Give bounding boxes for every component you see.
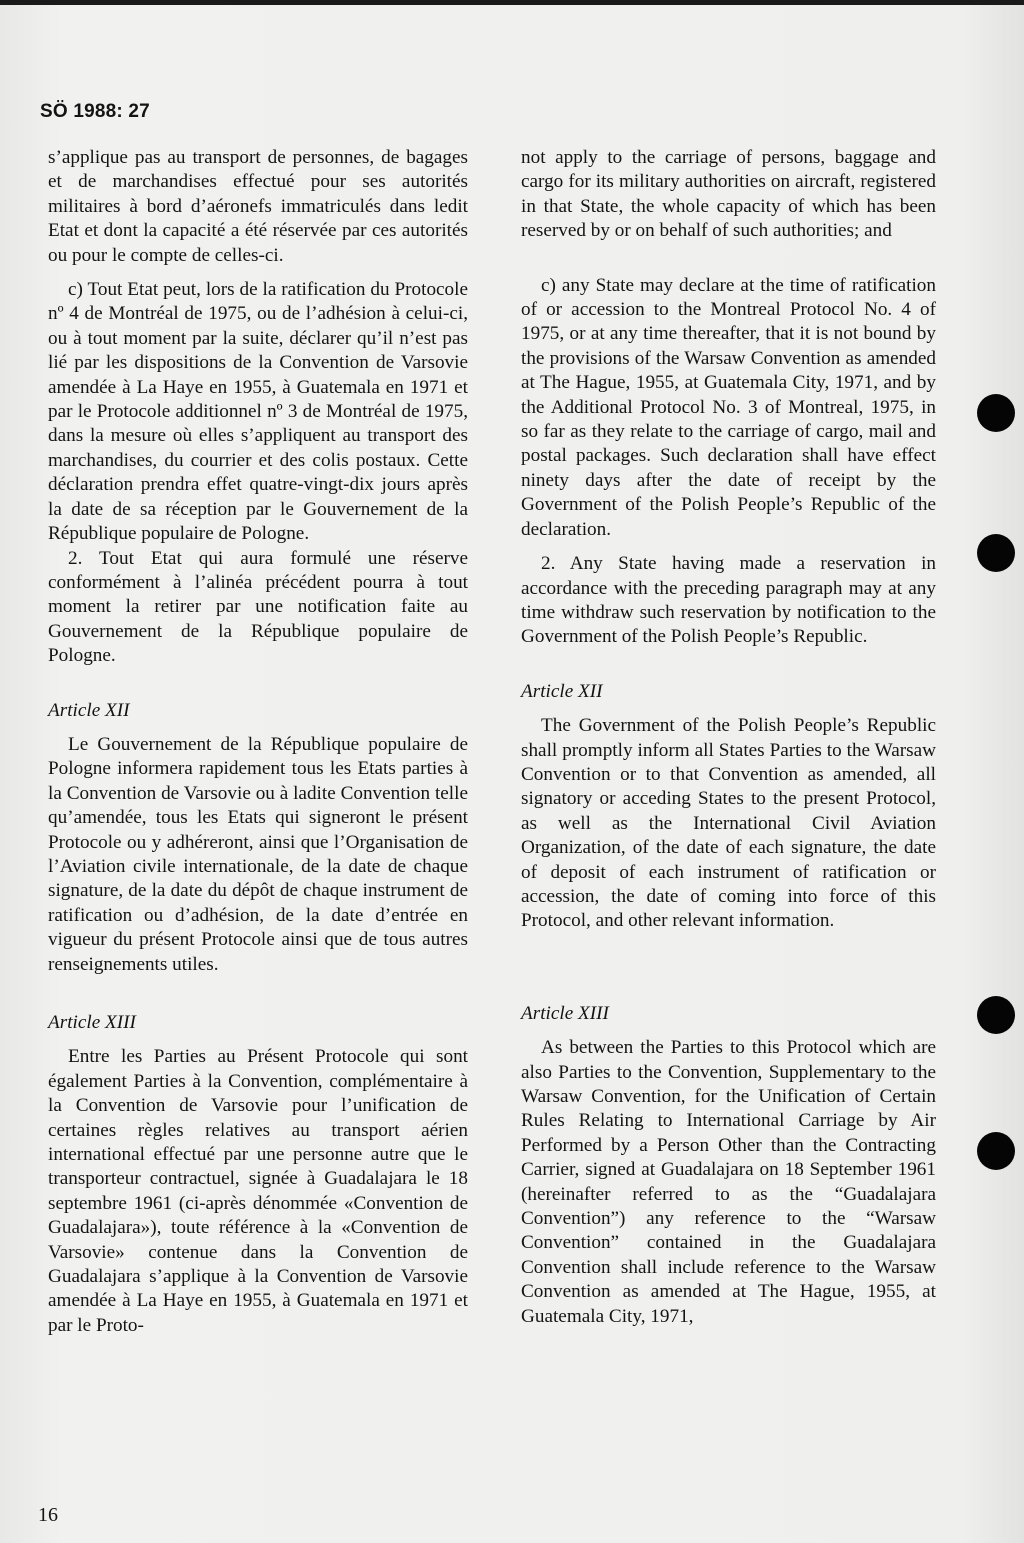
en-article-13-text: As between the Parties to this Protocol which are also Parties to the Convention, Supplementary to the Warsaw Convention, for the Unification of Certain Rules Relating to International Carriage by Air Performed by a Person Other than the Contracting Carrier, signed at Guadalajara on 18 September 1961 (hereinafter referred to as the “Guadalajara Convention”) any reference to the “Warsaw Convention” contained in the Guadalajara Convention shall include reference to the Warsaw Convention as amended at The Hague, 1955, at Guatemala City, 1971,	[521, 1037, 936, 1327]
en-article-13-heading: Article XIII	[521, 1002, 609, 1024]
fr-paragraph-2: c) Tout Etat peut, lors de la ratification du Protocole nº 4 de Montréal de 1975, ou de l’adhésion à celui-ci, ou à tout moment par la suite, déclarer qu’il n’est pas lié par les dispositions de la Convention de Varsovie amendée à La Haye en 1955, à Guatemala en 1971 et par le Protocole additionnel nº 3 de Montréal de 1975, dans la mesure où elles s’appliquent au transport des marchandises, du courrier et des colis postaux. Cette déclaration prendra effet quatre-vingt-dix jours après la date de sa réception par le Gouvernement de la République populaire de Pologne.	[48, 279, 468, 545]
french-column	[48, 146, 468, 1338]
punch-hole-icon	[977, 1132, 1015, 1170]
punch-hole-icon	[977, 534, 1015, 572]
fr-article-12-text: Le Gouvernement de la République populaire de Pologne informera rapidement tous les Etats parties à la Convention de Varsovie ou à ladite Convention telle qu’amendée, tous les Etats qui signeront le présent Protocole ou y adhéreront, ainsi que l’Organisation de l’Aviation civile internationale, de la date de chaque signature, de la date du dépôt de chaque instrument de ratification ou d’adhésion, de la date d’entrée en vigueur du présent Protocole ainsi que de tous autres renseignements utiles.	[48, 733, 468, 975]
running-head: SÖ 1988: 27	[40, 101, 150, 122]
fr-article-13-heading: Article XIII	[48, 1012, 136, 1033]
en-article-12-heading: Article XII	[521, 680, 603, 702]
en-paragraph-3: 2. Any State having made a reservation in accordance with the preceding paragraph may at any time withdraw such reservation by notification to the Government of the Polish People’s Republic.	[521, 553, 936, 648]
fr-article-12-heading: Article XII	[48, 699, 130, 721]
en-paragraph-2: c) any State may declare at the time of ratification of or accession to the Montreal Protocol No. 4 of 1975, or at any time thereafter, that it is not bound by the provisions of the Warsaw Convention as amended at The Hague, 1955, at Guatemala City, 1971, and by the Additional Protocol No. 3 of Montreal, 1975, in so far as they relate to the carriage of cargo, mail and postal packages. Such declaration shall have effect ninety days after the date of receipt by the Government of the Polish People’s Republic of the declaration.	[521, 274, 936, 540]
punch-hole-icon	[977, 996, 1015, 1034]
punch-hole-icon	[977, 394, 1015, 432]
fr-article-13-text: Entre les Parties au Présent Protocole qui sont également Parties à la Convention, complémentaire à la Convention de Varsovie pour l’unification de certaines règles relatives au transport aérien international effectué par une personne autre que le transporteur contractuel, signée à Guadalajara le 18 septembre 1961 (ci-après dénommée «Convention de Guadalajara»), toute référence à la «Convention de Varsovie» contenue dans la Convention de Guadalajara s’applique à la Convention de Varsovie amendée à La Haye en 1955, à Guatemala en 1971 et par le Proto-	[48, 1046, 468, 1336]
fr-paragraph-1: s’applique pas au transport de personnes, de bagages et de marchandises effectué pour ses autorités militaires à bord d’aéronefs immatriculés dans ledit Etat et dont la capacité a été réservée par ces autorités ou pour le compte de celles-ci.	[48, 147, 468, 266]
en-article-12-text: The Government of the Polish People’s Republic shall promptly inform all States Parties to the Warsaw Convention or to that Convention as amended, all signatory or acceding States to the present Protocol, as well as the International Civil Aviation Organization, of the date of each signature, the date of deposit of each instrument of ratification or accession, the date of coming into force of this Protocol, and other relevant information.	[521, 715, 936, 932]
fr-paragraph-3: 2. Tout Etat qui aura formulé une réserve conformément à l’alinéa précédent pourra à tout moment la retirer par une notification faite au Gouvernement de la République populaire de Pologne.	[48, 547, 468, 667]
top-rule	[0, 0, 1024, 5]
english-column	[521, 146, 936, 1329]
en-paragraph-1: not apply to the carriage of persons, baggage and cargo for its military authorities on aircraft, registered in that State, the whole capacity of which has been reserved by or on behalf of such authorities; and	[521, 147, 936, 242]
page-number: 16	[38, 1504, 58, 1526]
